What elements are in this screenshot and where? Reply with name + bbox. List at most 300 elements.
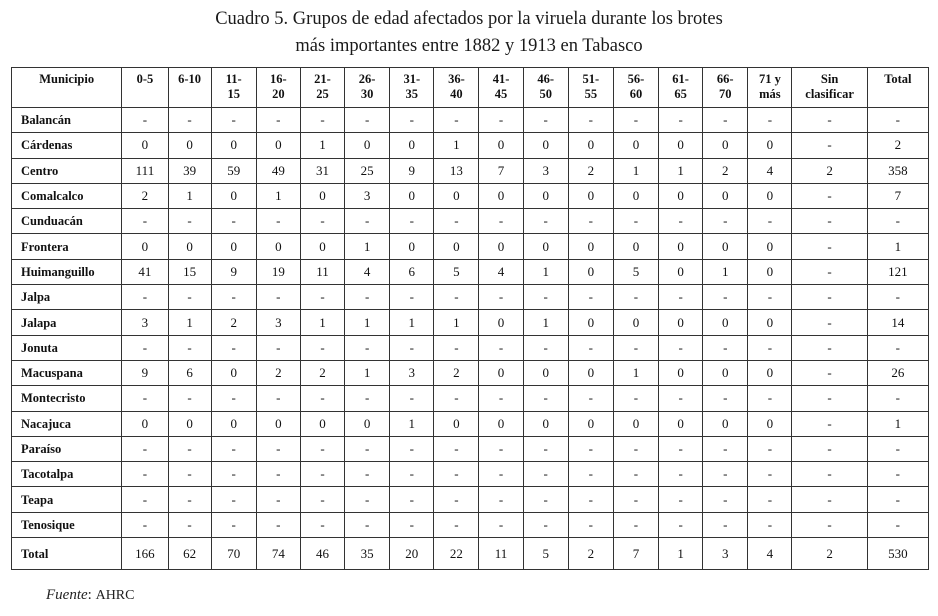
value-cell: -	[434, 512, 479, 537]
value-cell: -	[792, 285, 867, 310]
value-cell: -	[211, 209, 256, 234]
value-cell: 2	[703, 158, 748, 183]
column-header-line-2: 40	[450, 87, 463, 101]
value-cell: -	[568, 462, 613, 487]
column-header	[211, 68, 256, 108]
total-value-cell: 46	[300, 538, 344, 570]
value-cell: -	[867, 462, 928, 487]
table-row	[12, 285, 929, 310]
value-cell: 121	[867, 259, 928, 284]
value-cell: 0	[568, 360, 613, 385]
municipio-cell: Nacajuca	[12, 411, 122, 436]
value-cell: 0	[613, 183, 658, 208]
column-header-line-2: 55	[584, 87, 598, 101]
value-cell: -	[345, 462, 390, 487]
value-cell: -	[211, 512, 256, 537]
column-header-line-1: 21-	[314, 72, 331, 86]
table-row	[12, 462, 929, 487]
value-cell: -	[523, 436, 568, 461]
value-cell: 3	[122, 310, 168, 335]
value-cell: -	[256, 108, 300, 133]
value-cell: 49	[256, 158, 300, 183]
total-value-cell: 74	[256, 538, 300, 570]
value-cell: -	[792, 487, 867, 512]
value-cell: -	[659, 386, 703, 411]
value-cell: 3	[523, 158, 568, 183]
value-cell: -	[703, 386, 748, 411]
value-cell: 0	[479, 234, 523, 259]
column-header-line-1: 36-	[448, 72, 465, 86]
value-cell: -	[479, 285, 523, 310]
column-header-line-1: Municipio	[39, 72, 95, 86]
value-cell: 59	[211, 158, 256, 183]
column-header	[748, 68, 792, 108]
value-cell: 0	[211, 360, 256, 385]
value-cell: 1	[345, 310, 390, 335]
value-cell: -	[703, 512, 748, 537]
value-cell: -	[479, 209, 523, 234]
municipio-cell: Jalapa	[12, 310, 122, 335]
municipio-cell: Frontera	[12, 234, 122, 259]
value-cell: 0	[523, 133, 568, 158]
value-cell: 2	[867, 133, 928, 158]
column-header	[703, 68, 748, 108]
value-cell: 0	[523, 234, 568, 259]
total-value-cell: 2	[568, 538, 613, 570]
value-cell: -	[703, 487, 748, 512]
value-cell: -	[792, 108, 867, 133]
value-cell: -	[659, 209, 703, 234]
value-cell: -	[613, 487, 658, 512]
value-cell: -	[568, 335, 613, 360]
value-cell: -	[122, 209, 168, 234]
municipio-cell: Paraíso	[12, 436, 122, 461]
value-cell: 0	[748, 310, 792, 335]
value-cell: -	[659, 285, 703, 310]
value-cell: 41	[122, 259, 168, 284]
value-cell: -	[703, 436, 748, 461]
value-cell: 3	[390, 360, 434, 385]
value-cell: -	[345, 386, 390, 411]
value-cell: -	[434, 209, 479, 234]
value-cell: -	[434, 285, 479, 310]
value-cell: -	[659, 436, 703, 461]
value-cell: -	[434, 436, 479, 461]
municipio-cell: Comalcalco	[12, 183, 122, 208]
value-cell: 0	[256, 411, 300, 436]
value-cell: 0	[659, 234, 703, 259]
value-cell: -	[122, 285, 168, 310]
value-cell: -	[211, 436, 256, 461]
value-cell: -	[345, 487, 390, 512]
value-cell: 0	[659, 310, 703, 335]
value-cell: -	[748, 512, 792, 537]
value-cell: -	[390, 209, 434, 234]
table-row	[12, 360, 929, 385]
column-header-line-2: 15	[227, 87, 240, 101]
value-cell: 0	[659, 183, 703, 208]
value-cell: -	[168, 209, 211, 234]
value-cell: 14	[867, 310, 928, 335]
value-cell: -	[748, 285, 792, 310]
column-header-line-2: 30	[360, 87, 374, 101]
value-cell: -	[168, 462, 211, 487]
value-cell: 39	[168, 158, 211, 183]
value-cell: 26	[867, 360, 928, 385]
value-cell: -	[792, 209, 867, 234]
value-cell: 0	[568, 183, 613, 208]
municipio-cell: Montecristo	[12, 386, 122, 411]
value-cell: 6	[390, 259, 434, 284]
value-cell: -	[211, 335, 256, 360]
value-cell: 0	[168, 133, 211, 158]
value-cell: 0	[568, 310, 613, 335]
value-cell: -	[479, 487, 523, 512]
value-cell: 0	[523, 360, 568, 385]
value-cell: -	[479, 512, 523, 537]
value-cell: 0	[211, 411, 256, 436]
value-cell: -	[122, 386, 168, 411]
value-cell: -	[300, 436, 344, 461]
table-body	[12, 108, 929, 570]
value-cell: -	[256, 335, 300, 360]
value-cell: 0	[434, 183, 479, 208]
value-cell: 1	[168, 310, 211, 335]
municipio-cell: Cunduacán	[12, 209, 122, 234]
column-header-line-2: 65	[674, 87, 687, 101]
value-cell: -	[390, 436, 434, 461]
value-cell: -	[792, 259, 867, 284]
value-cell: -	[659, 462, 703, 487]
value-cell: 111	[122, 158, 168, 183]
value-cell: 25	[345, 158, 390, 183]
value-cell: -	[168, 108, 211, 133]
value-cell: 5	[613, 259, 658, 284]
value-cell: -	[867, 209, 928, 234]
column-header-line-1: 66-	[716, 72, 734, 86]
value-cell: -	[748, 335, 792, 360]
value-cell: -	[523, 487, 568, 512]
municipio-cell: Jalpa	[12, 285, 122, 310]
value-cell: -	[345, 335, 390, 360]
value-cell: -	[659, 487, 703, 512]
value-cell: -	[613, 108, 658, 133]
column-header-line-2: más	[759, 87, 781, 101]
value-cell: 9	[211, 259, 256, 284]
value-cell: -	[568, 512, 613, 537]
value-cell: -	[792, 183, 867, 208]
column-header	[434, 68, 479, 108]
value-cell: 0	[613, 310, 658, 335]
value-cell: -	[748, 462, 792, 487]
value-cell: -	[300, 335, 344, 360]
municipio-cell: Centro	[12, 158, 122, 183]
value-cell: -	[613, 462, 658, 487]
value-cell: -	[434, 386, 479, 411]
value-cell: -	[390, 487, 434, 512]
value-cell: -	[568, 108, 613, 133]
value-cell: 0	[300, 411, 344, 436]
table-row	[12, 259, 929, 284]
column-header-line-1: 71 y	[758, 72, 781, 86]
value-cell: -	[122, 335, 168, 360]
total-label-cell: Total	[12, 538, 122, 570]
municipio-cell: Macuspana	[12, 360, 122, 385]
column-header-line-1: 56-	[627, 72, 645, 86]
value-cell: -	[256, 512, 300, 537]
total-value-cell: 3	[703, 538, 748, 570]
value-cell: 0	[122, 234, 168, 259]
value-cell: -	[390, 386, 434, 411]
value-cell: 0	[748, 133, 792, 158]
value-cell: -	[792, 234, 867, 259]
value-cell: 1	[703, 259, 748, 284]
column-header-line-1: Sin	[820, 72, 839, 86]
value-cell: -	[613, 512, 658, 537]
column-header-line-1: 61-	[672, 72, 689, 86]
value-cell: -	[434, 335, 479, 360]
column-header-line-2: 35	[405, 87, 419, 101]
value-cell: -	[168, 386, 211, 411]
table-row	[12, 310, 929, 335]
column-header	[256, 68, 300, 108]
column-header-line-1: 11-	[225, 72, 242, 86]
value-cell: -	[390, 285, 434, 310]
value-cell: 1	[659, 158, 703, 183]
header-row	[12, 68, 929, 108]
total-value-cell: 70	[211, 538, 256, 570]
value-cell: 0	[703, 411, 748, 436]
value-cell: -	[568, 386, 613, 411]
value-cell: 2	[122, 183, 168, 208]
value-cell: 0	[479, 133, 523, 158]
column-header-line-2: 45	[494, 87, 508, 101]
table-row	[12, 436, 929, 461]
value-cell: -	[523, 512, 568, 537]
value-cell: 0	[659, 133, 703, 158]
value-cell: -	[345, 512, 390, 537]
value-cell: 1	[434, 310, 479, 335]
value-cell: 0	[568, 259, 613, 284]
municipio-cell: Teapa	[12, 487, 122, 512]
column-header-municipio	[12, 68, 122, 108]
value-cell: -	[122, 108, 168, 133]
municipio-cell: Tenosique	[12, 512, 122, 537]
value-cell: 0	[479, 310, 523, 335]
value-cell: 1	[867, 411, 928, 436]
value-cell: 1	[613, 158, 658, 183]
value-cell: 4	[479, 259, 523, 284]
total-value-cell: 5	[523, 538, 568, 570]
value-cell: 2	[568, 158, 613, 183]
value-cell: 19	[256, 259, 300, 284]
total-row	[12, 538, 929, 570]
value-cell: 0	[256, 234, 300, 259]
value-cell: 0	[703, 234, 748, 259]
column-header	[345, 68, 390, 108]
value-cell: -	[523, 285, 568, 310]
value-cell: -	[867, 285, 928, 310]
value-cell: 0	[345, 133, 390, 158]
value-cell: -	[867, 335, 928, 360]
value-cell: -	[792, 462, 867, 487]
column-header	[613, 68, 658, 108]
table-title	[0, 6, 938, 60]
table-row	[12, 234, 929, 259]
value-cell: -	[122, 462, 168, 487]
source-note	[46, 587, 134, 604]
value-cell: -	[168, 285, 211, 310]
table-row	[12, 133, 929, 158]
value-cell: 0	[703, 310, 748, 335]
value-cell: 1	[345, 360, 390, 385]
value-cell: 0	[703, 183, 748, 208]
value-cell: 0	[345, 411, 390, 436]
value-cell: 0	[479, 411, 523, 436]
value-cell: -	[345, 209, 390, 234]
value-cell: -	[122, 487, 168, 512]
value-cell: 0	[523, 183, 568, 208]
value-cell: -	[479, 462, 523, 487]
value-cell: -	[523, 335, 568, 360]
column-header-line-2: 70	[719, 87, 732, 101]
table-row	[12, 512, 929, 537]
value-cell: 4	[748, 158, 792, 183]
municipio-cell: Balancán	[12, 108, 122, 133]
value-cell: -	[300, 462, 344, 487]
value-cell: -	[613, 335, 658, 360]
value-cell: -	[659, 108, 703, 133]
value-cell: 9	[390, 158, 434, 183]
value-cell: -	[300, 209, 344, 234]
total-value-cell: 20	[390, 538, 434, 570]
value-cell: -	[792, 512, 867, 537]
value-cell: 0	[211, 183, 256, 208]
column-header	[122, 68, 168, 108]
value-cell: -	[659, 335, 703, 360]
value-cell: 6	[168, 360, 211, 385]
value-cell: -	[390, 335, 434, 360]
value-cell: -	[256, 487, 300, 512]
value-cell: -	[613, 386, 658, 411]
municipio-cell: Huimanguillo	[12, 259, 122, 284]
value-cell: -	[390, 108, 434, 133]
value-cell: 0	[211, 234, 256, 259]
value-cell: 0	[390, 234, 434, 259]
value-cell: -	[792, 411, 867, 436]
column-header	[300, 68, 344, 108]
column-header-line-1: 51-	[582, 72, 600, 86]
value-cell: -	[792, 310, 867, 335]
value-cell: 0	[568, 133, 613, 158]
value-cell: 0	[568, 234, 613, 259]
value-cell: -	[300, 386, 344, 411]
value-cell: 1	[390, 411, 434, 436]
value-cell: -	[256, 462, 300, 487]
value-cell: -	[390, 512, 434, 537]
value-cell: -	[300, 512, 344, 537]
value-cell: -	[867, 386, 928, 411]
value-cell: 358	[867, 158, 928, 183]
value-cell: 0	[434, 411, 479, 436]
value-cell: -	[256, 436, 300, 461]
value-cell: -	[703, 462, 748, 487]
value-cell: -	[434, 487, 479, 512]
value-cell: 2	[256, 360, 300, 385]
value-cell: -	[256, 386, 300, 411]
value-cell: -	[168, 512, 211, 537]
municipio-cell: Tacotalpa	[12, 462, 122, 487]
value-cell: -	[867, 108, 928, 133]
value-cell: 2	[300, 360, 344, 385]
value-cell: 0	[613, 133, 658, 158]
value-cell: 0	[613, 411, 658, 436]
column-header-line-2: 25	[316, 87, 329, 101]
value-cell: -	[703, 335, 748, 360]
total-value-cell: 166	[122, 538, 168, 570]
column-header	[568, 68, 613, 108]
column-header-line-2: clasificar	[805, 87, 854, 101]
value-cell: 0	[256, 133, 300, 158]
value-cell: 0	[211, 133, 256, 158]
column-header-line-2: 20	[272, 87, 285, 101]
value-cell: 4	[345, 259, 390, 284]
value-cell: -	[523, 386, 568, 411]
table-row	[12, 209, 929, 234]
value-cell: -	[703, 285, 748, 310]
value-cell: 0	[748, 360, 792, 385]
column-header-line-1: 0-5	[136, 72, 154, 86]
source-colon: :	[87, 587, 96, 603]
value-cell: 13	[434, 158, 479, 183]
value-cell: -	[168, 436, 211, 461]
column-header-line-2: 60	[629, 87, 643, 101]
value-cell: 1	[256, 183, 300, 208]
column-header-line-1: Total	[884, 72, 912, 86]
value-cell: -	[523, 108, 568, 133]
value-cell: -	[792, 133, 867, 158]
value-cell: -	[748, 386, 792, 411]
total-value-cell: 7	[613, 538, 658, 570]
value-cell: 0	[168, 411, 211, 436]
value-cell: 0	[659, 411, 703, 436]
value-cell: -	[568, 285, 613, 310]
value-cell: -	[703, 209, 748, 234]
value-cell: 0	[568, 411, 613, 436]
value-cell: 9	[122, 360, 168, 385]
value-cell: -	[867, 436, 928, 461]
value-cell: 0	[390, 133, 434, 158]
municipio-cell: Cárdenas	[12, 133, 122, 158]
value-cell: -	[613, 209, 658, 234]
value-cell: 0	[748, 259, 792, 284]
value-cell: -	[300, 487, 344, 512]
value-cell: 0	[390, 183, 434, 208]
value-cell: 2	[792, 158, 867, 183]
total-value-cell: 530	[867, 538, 928, 570]
value-cell: -	[479, 386, 523, 411]
column-header-line-1: 16-	[270, 72, 287, 86]
value-cell: 0	[434, 234, 479, 259]
total-value-cell: 22	[434, 538, 479, 570]
value-cell: -	[568, 209, 613, 234]
column-header-line-1: 6-10	[178, 72, 202, 86]
table-row	[12, 386, 929, 411]
value-cell: 0	[613, 234, 658, 259]
total-value-cell: 62	[168, 538, 211, 570]
column-header-line-1: 26-	[358, 72, 376, 86]
value-cell: -	[523, 462, 568, 487]
